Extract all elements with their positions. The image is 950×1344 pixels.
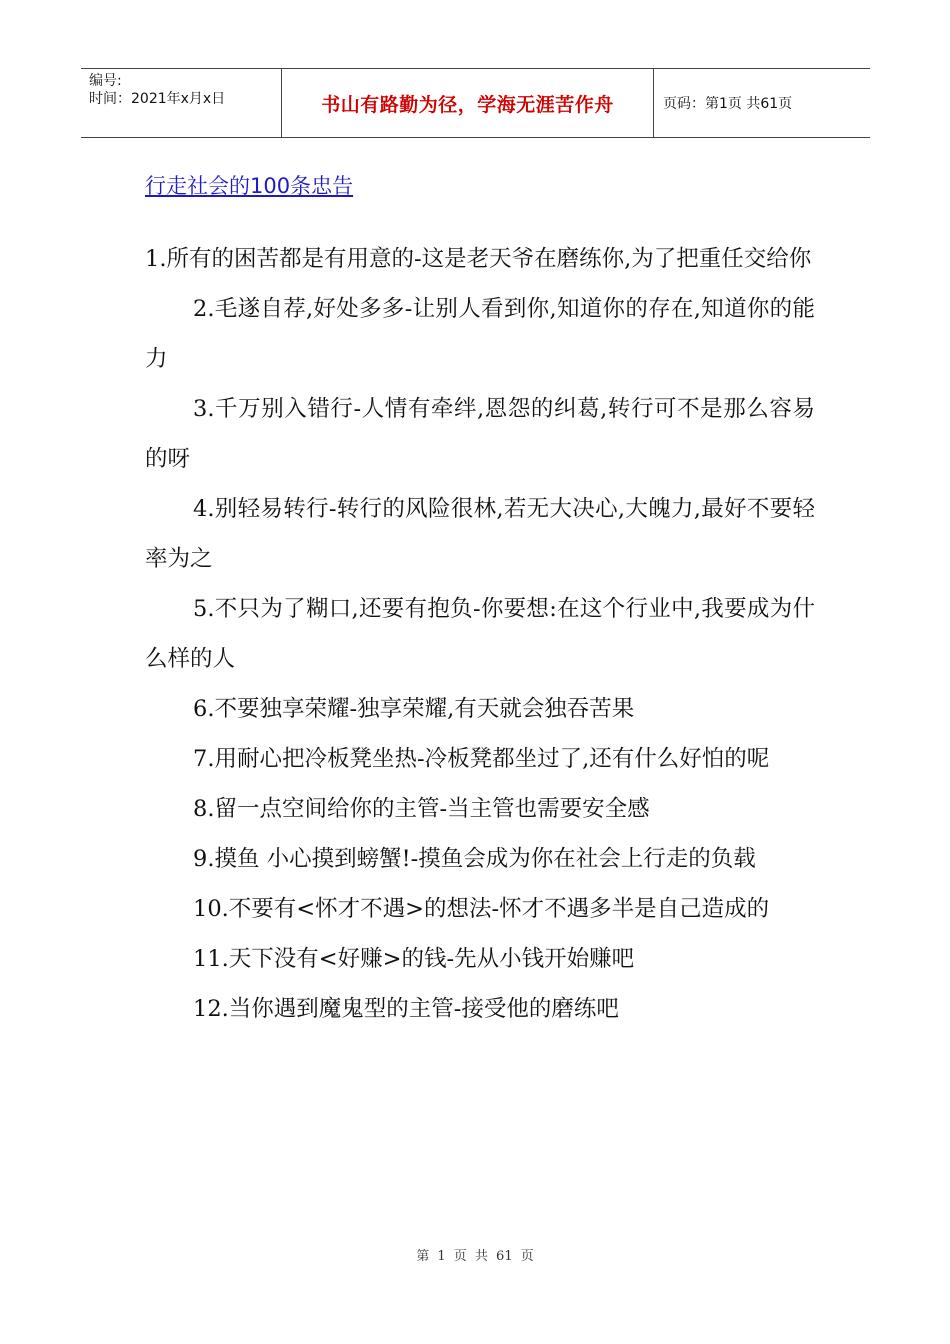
- paragraph-10: 10.不要有<怀才不遇>的想法-怀才不遇多半是自己造成的: [193, 896, 770, 922]
- paragraph-5: 5.不只为了糊口,还要有抱负-你要想:在这个行业中,我要成为什么样的人: [145, 596, 815, 672]
- header-meta-cell: [81, 69, 281, 137]
- paragraph-1: 1.所有的困苦都是有用意的-这是老天爷在磨练你,为了把重任交给你: [145, 246, 812, 272]
- document-title[interactable]: 行走社会的100条忠告: [145, 174, 354, 198]
- paragraph-3: 3.千万别入错行-人情有牵绊,恩怨的纠葛,转行可不是那么容易的呀: [145, 396, 815, 472]
- paragraph-11: 11.天下没有<好赚>的钱-先从小钱开始赚吧: [193, 946, 635, 972]
- motto-text: 书山有路勤为径，学海无涯苦作舟: [321, 93, 614, 116]
- paragraph-4: 4.别轻易转行-转行的风险很林,若无大决心,大魄力,最好不要轻率为之: [145, 496, 815, 572]
- paragraph-6: 6.不要独享荣耀-独享荣耀,有天就会独吞苦果: [193, 696, 635, 722]
- paragraph-2: 2.毛遂自荐,好处多多-让别人看到你,知道你的存在,知道你的能力: [145, 296, 815, 372]
- header-page-cell: [653, 69, 870, 137]
- paragraph-12: 12.当你遇到魔鬼型的主管-接受他的磨练吧: [193, 996, 619, 1022]
- paragraph-9: 9.摸鱼 小心摸到螃蟹!-摸鱼会成为你在社会上行走的负载: [193, 846, 756, 872]
- date-label: 时间：2021年x月x日: [89, 91, 226, 107]
- header-motto-cell: [281, 69, 654, 137]
- page-info: 页码：第1页 共61页: [663, 96, 793, 112]
- paragraph-8: 8.留一点空间给你的主管-当主管也需要安全感: [193, 796, 650, 822]
- paragraph-7: 7.用耐心把冷板凳坐热-冷板凳都坐过了,还有什么好怕的呢: [193, 746, 770, 772]
- document-header: [81, 68, 870, 138]
- doc-number-label: 编号:: [89, 73, 122, 89]
- page-footer: 第 1 页 共 61 页: [416, 1249, 534, 1264]
- document-body: [145, 234, 815, 1034]
